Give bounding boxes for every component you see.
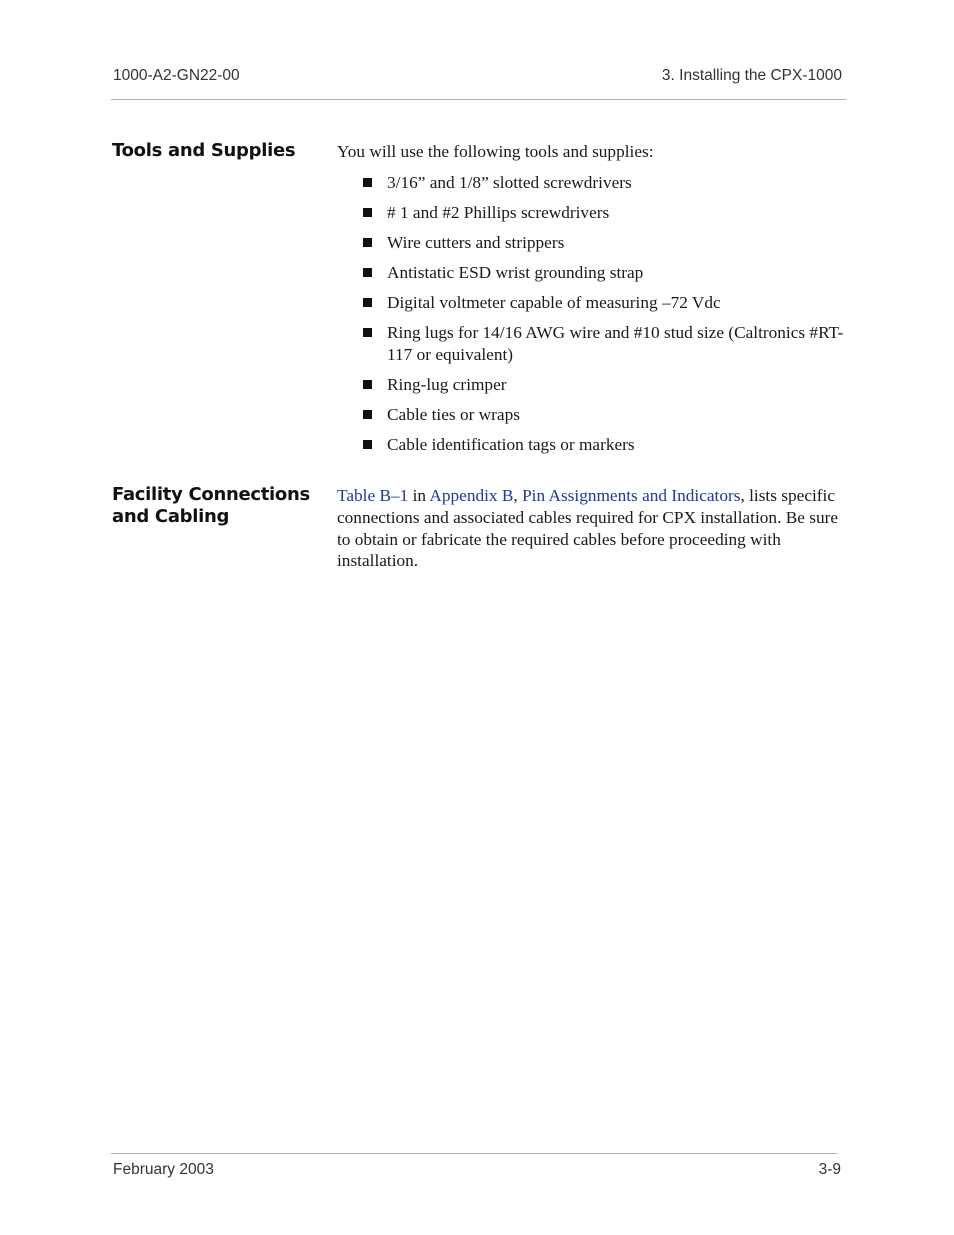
list-item: Wire cutters and strippers	[337, 232, 847, 254]
list-item: # 1 and #2 Phillips screwdrivers	[337, 202, 847, 224]
square-bullet-icon	[363, 380, 372, 389]
facility-paragraph: Table B–1 in Appendix B, Pin Assignments and Indicators, lists specific connections and associated cables required for CPX installation. Be sure to obtain or fabricate the required cables before proceeding with installation.	[337, 486, 839, 571]
list-item: Antistatic ESD wrist grounding strap	[337, 262, 847, 284]
page-number: 3-9	[818, 1161, 841, 1178]
header-divider	[111, 99, 846, 100]
list-item: Digital voltmeter capable of measuring –72 Vdc	[337, 292, 847, 314]
appendix-b-link[interactable]: Appendix B	[429, 486, 514, 505]
tools-intro: You will use the following tools and supplies:	[337, 142, 654, 161]
section-heading-tools: Tools and Supplies	[112, 140, 296, 161]
list-item: Cable ties or wraps	[337, 404, 847, 426]
footer-date: February 2003	[113, 1161, 214, 1178]
list-item: Ring lugs for 14/16 AWG wire and #10 stud size (Caltronics #RT-117 or equivalent)	[337, 322, 847, 366]
square-bullet-icon	[363, 328, 372, 337]
section-heading-facility: Facility Connections and Cabling	[112, 484, 310, 527]
doc-number: 1000-A2-GN22-00	[113, 67, 240, 84]
square-bullet-icon	[363, 410, 372, 419]
chapter-title: 3. Installing the CPX-1000	[661, 67, 842, 84]
square-bullet-icon	[363, 298, 372, 307]
square-bullet-icon	[363, 268, 372, 277]
list-item: 3/16” and 1/8” slotted screwdrivers	[337, 172, 847, 194]
pin-assignments-link[interactable]: Pin Assignments and Indicators	[522, 486, 741, 505]
list-item: Cable identification tags or markers	[337, 434, 847, 456]
square-bullet-icon	[363, 238, 372, 247]
list-item: Ring-lug crimper	[337, 374, 847, 396]
tools-list	[337, 172, 847, 464]
square-bullet-icon	[363, 208, 372, 217]
square-bullet-icon	[363, 440, 372, 449]
footer-divider	[111, 1153, 837, 1154]
table-b1-link[interactable]: Table B–1	[337, 486, 409, 505]
square-bullet-icon	[363, 178, 372, 187]
